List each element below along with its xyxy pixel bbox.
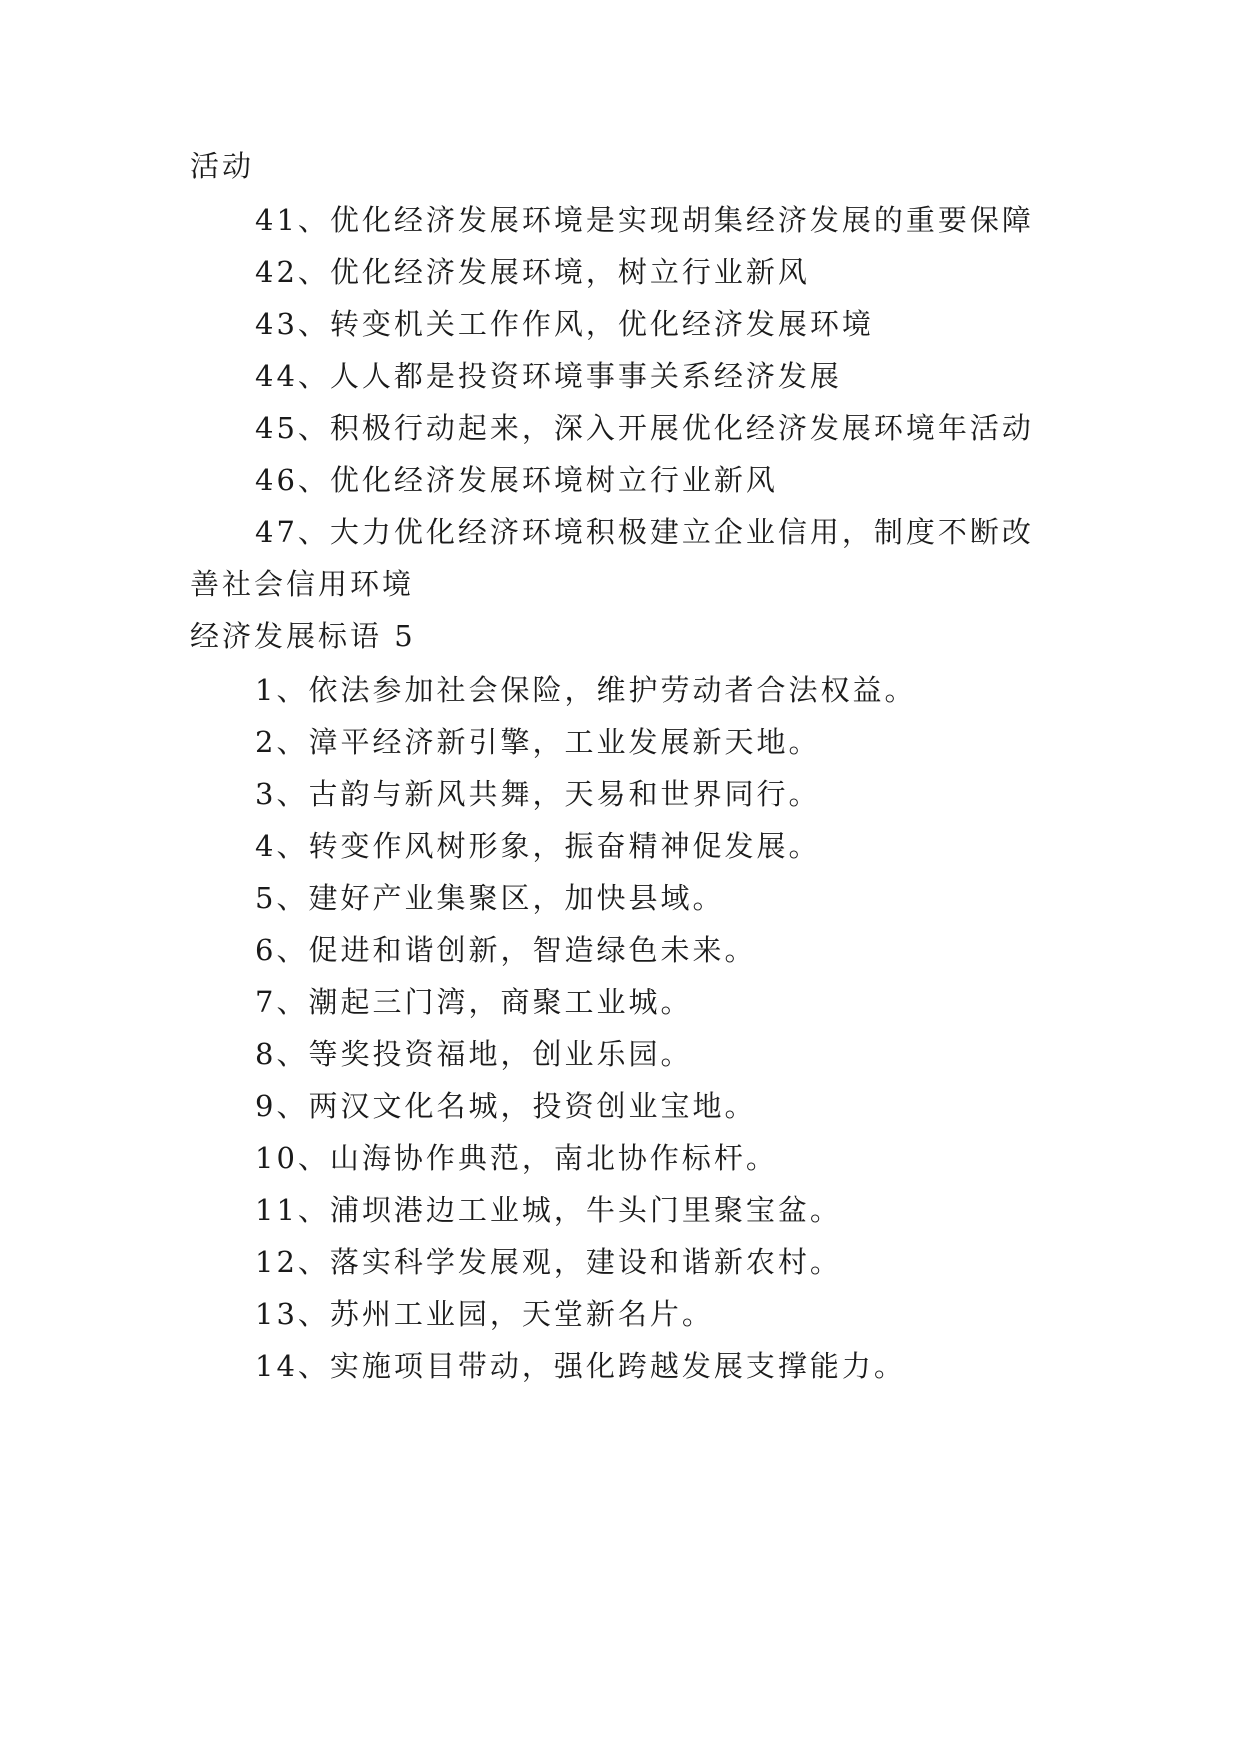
list-item: 5、建好产业集聚区，加快县域。 bbox=[255, 881, 725, 915]
list-item: 41、优化经济发展环境是实现胡集经济发展的重要保障 bbox=[255, 203, 1034, 237]
list-item: 7、潮起三门湾，商聚工业城。 bbox=[255, 985, 693, 1019]
list-item-continuation: 善社会信用环境 bbox=[190, 567, 415, 601]
list-item: 47、大力优化经济环境积极建立企业信用，制度不断改 bbox=[255, 515, 1034, 549]
list-item: 12、落实科学发展观，建设和谐新农村。 bbox=[255, 1245, 842, 1279]
list-item: 6、促进和谐创新，智造绿色未来。 bbox=[255, 933, 757, 967]
text-line-continuation: 活动 bbox=[190, 149, 255, 183]
list-item: 11、浦坝港边工业城，牛头门里聚宝盆。 bbox=[255, 1193, 842, 1227]
list-item: 46、优化经济发展环境树立行业新风 bbox=[255, 463, 778, 497]
list-item: 45、积极行动起来，深入开展优化经济发展环境年活动 bbox=[255, 411, 1034, 445]
list-item: 3、古韵与新风共舞，天易和世界同行。 bbox=[255, 777, 821, 811]
list-item: 42、优化经济发展环境，树立行业新风 bbox=[255, 255, 810, 289]
list-item: 10、山海协作典范，南北协作标杆。 bbox=[255, 1141, 778, 1175]
list-item: 13、苏州工业园，天堂新名片。 bbox=[255, 1297, 714, 1331]
list-item: 2、漳平经济新引擎，工业发展新天地。 bbox=[255, 725, 821, 759]
section-heading: 经济发展标语 5 bbox=[190, 619, 416, 653]
list-item: 8、等奖投资福地，创业乐园。 bbox=[255, 1037, 693, 1071]
list-item: 1、依法参加社会保险，维护劳动者合法权益。 bbox=[255, 673, 917, 707]
list-item: 14、实施项目带动，强化跨越发展支撑能力。 bbox=[255, 1349, 906, 1383]
list-item: 4、转变作风树形象，振奋精神促发展。 bbox=[255, 829, 821, 863]
list-item: 43、转变机关工作作风，优化经济发展环境 bbox=[255, 307, 874, 341]
list-item: 9、两汉文化名城，投资创业宝地。 bbox=[255, 1089, 757, 1123]
list-item: 44、人人都是投资环境事事关系经济发展 bbox=[255, 359, 842, 393]
